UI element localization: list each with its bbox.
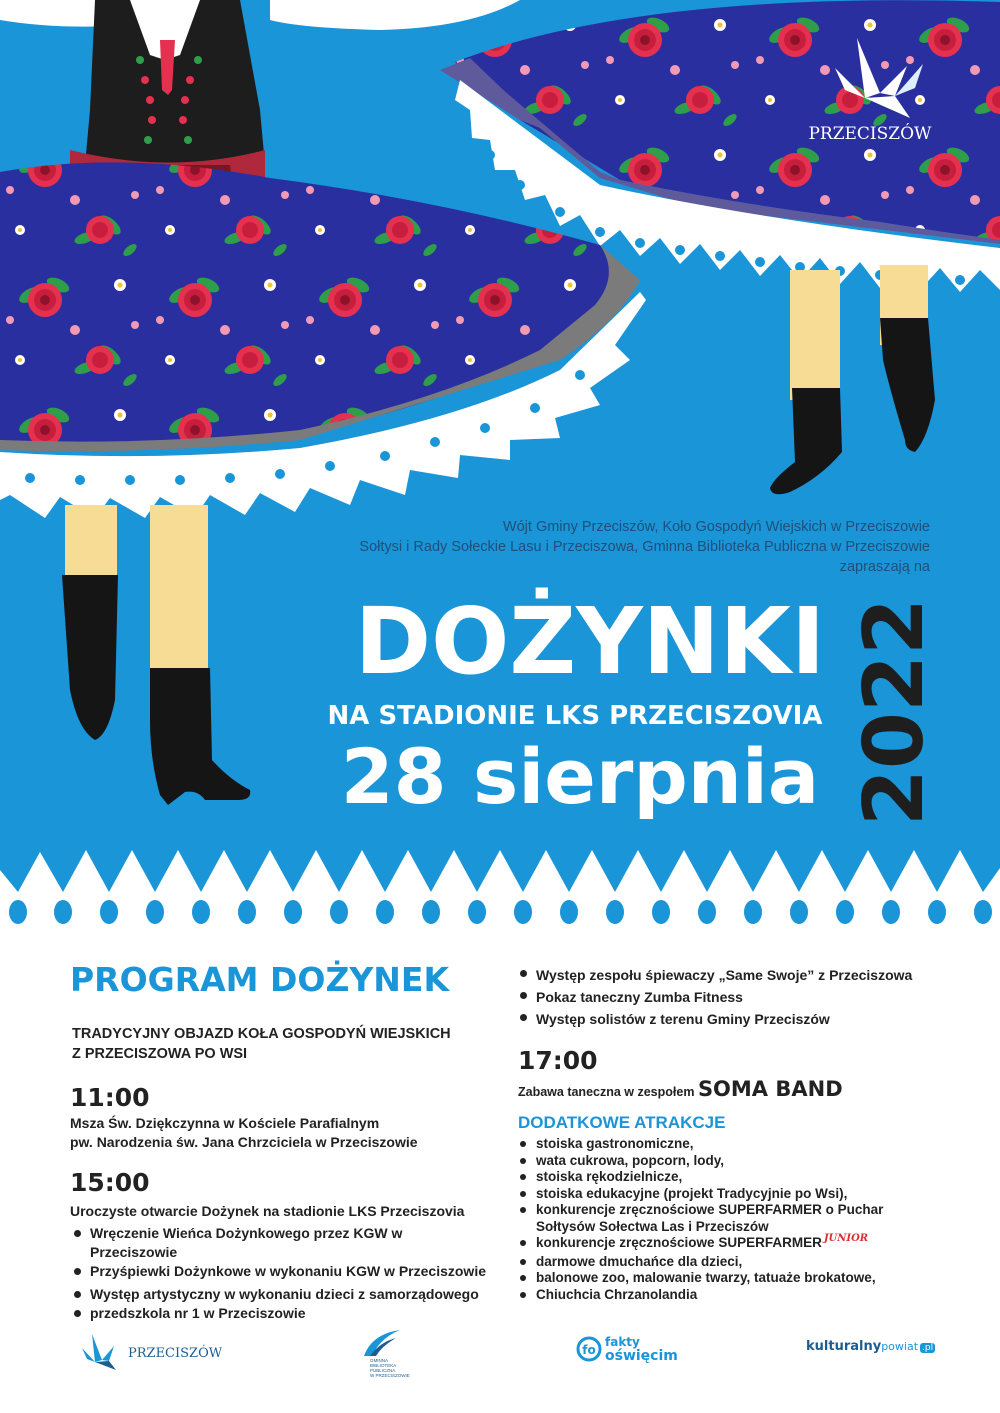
organizers-line: Wójt Gminy Przeciszów, Koło Gospodyń Wiejskich w Przeciszowie [502,519,930,535]
program-intro [72,1024,451,1064]
program-intro-line: Z PRZECISZOWA PO WSI [72,1046,248,1062]
footer-logo-fakty [576,1334,696,1374]
slot-item-list-right [518,964,948,1030]
list-item: stoiska rękodzielnicze, [518,1169,958,1186]
organizers-line: Sołtysi i Rady Sołeckie Lasu i Przeciszowa, Gminna Biblioteka Publiczna w Przeciszowie [359,539,930,555]
list-item-text: konkurencje zręcznościowe SUPERFARMER [536,1235,822,1250]
list-item: stoiska gastronomiczne, [518,1136,958,1153]
kulturalny-text: kulturalny [806,1339,882,1354]
list-item: darmowe dmuchańce dla dzieci, [518,1254,958,1271]
fakty-bottom: oświęcim [605,1348,678,1364]
slot-line: Msza Św. Dziękczynna w Kościele Parafialnym [70,1115,380,1131]
list-item: konkurencje zręcznościowe SUPERFARMER o Puchar [518,1202,958,1219]
slot-time: 17:00 [518,1046,598,1075]
list-item: wata cukrowa, popcorn, lody, [518,1153,958,1170]
fakty-top: fakty [605,1335,640,1349]
footer-logo-library [362,1328,442,1388]
library-swoosh-icon [362,1328,402,1358]
footer-logo-kulturalny [806,1337,946,1359]
event-title: DOŻYNKI [354,588,826,695]
extras-list [518,1136,958,1303]
program-title: PROGRAM DOŻYNEK [70,960,450,999]
junior-label: JUNIOR [823,1233,869,1244]
fakty-badge-icon [576,1336,602,1362]
slot-line: pw. Narodzenia św. Jana Chrzciciela w Przeciszowie [70,1134,418,1150]
crane-icon [82,1334,122,1370]
program-intro-line: TRADYCYJNY OBJAZD KOŁA GOSPODYŃ WIEJSKICH [72,1026,451,1042]
list-item: Występ artystyczny w wykonaniu dzieci z samorządowego [72,1285,492,1304]
extras-title: DODATKOWE ATRAKCJE [518,1113,726,1132]
slot-time: 15:00 [70,1168,150,1197]
pl-badge: .pl [922,1343,934,1353]
footer-logo-przeciszow [82,1334,232,1374]
library-label [370,1358,410,1378]
organizers-text [330,517,930,577]
header-logo-text: PRZECISZÓW [808,124,932,144]
list-item: Wręczenie Wieńca Dożynkowego przez KGW w Przeciszowie [72,1224,492,1262]
list-item: Pokaz taneczny Zumba Fitness [518,986,948,1008]
list-item: Występ solistów z terenu Gminy Przeciszów [518,1008,948,1030]
list-item: stoiska edukacyjne (projekt Tradycyjnie po Wsi), [518,1186,958,1203]
event-venue: NA STADIONIE LKS PRZECISZOVIA [327,701,823,731]
organizers-line: zapraszają na [839,559,930,575]
list-item: Przyśpiewki Dożynkowe w wykonaniu KGW w Przeciszowie [72,1262,492,1281]
dance-lead: Zabawa taneczna w zespołem [518,1085,695,1099]
slot-item-list [72,1224,492,1323]
powiat-text: powiat [881,1340,919,1353]
library-label-line: PUBLICZNA [370,1368,396,1373]
list-item: Chiuchcia Chrzanolandia [518,1287,958,1304]
slot-description: Uroczyste otwarcie Dożynek na stadionie LKS Przeciszovia [70,1203,465,1219]
list-item-continuation: przedszkola nr 1 w Przeciszowie [72,1304,492,1323]
event-date: 28 sierpnia [340,732,820,821]
list-item: Występ zespołu śpiewaczy „Same Swoje” z Przeciszowa [518,964,948,986]
event-year: 2022 [847,597,942,827]
library-label-line: BIBLIOTEKA [370,1363,397,1368]
list-item-junior [518,1235,958,1254]
library-label-line: GMINNA [370,1358,388,1363]
list-item-continuation: Sołtysów Sołectwa Las i Przeciszów [536,1218,769,1234]
library-label-line: W PRZECISZOWIE [370,1373,410,1378]
list-item: balonowe zoo, malowanie twarzy, tatuaże brokatowe, [518,1270,958,1287]
svg-text:fo: fo [582,1343,596,1357]
slot-description [70,1114,418,1152]
footer-logo-label: PRZECISZÓW [128,1346,223,1361]
slot-time: 11:00 [70,1083,150,1112]
slot-description [518,1076,843,1105]
band-name: SOMA BAND [697,1077,843,1101]
